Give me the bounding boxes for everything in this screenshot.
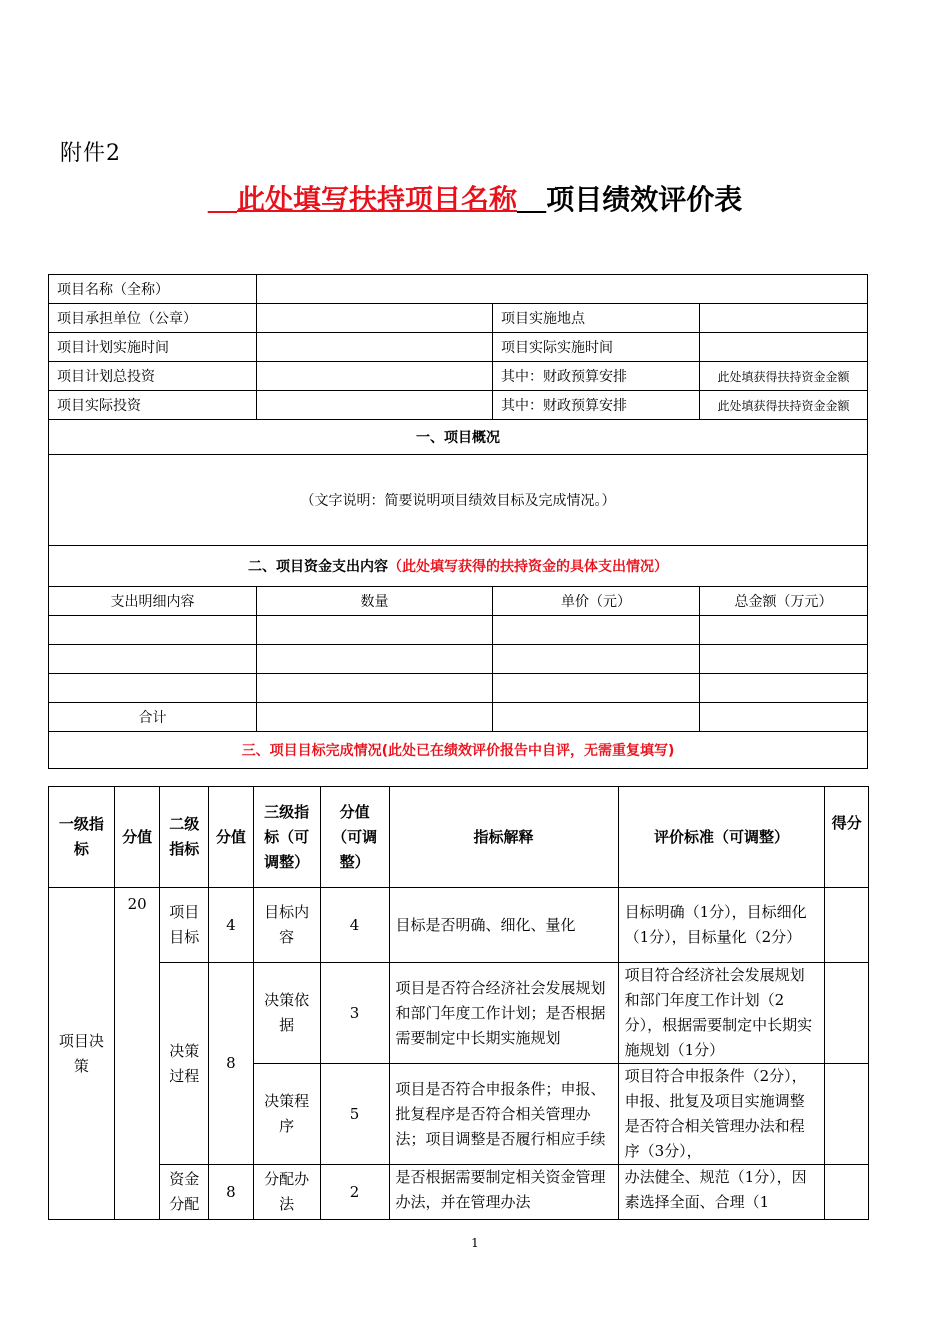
attachment-label: 附件2 bbox=[60, 141, 121, 166]
level3-name: 决策程序 bbox=[253, 1064, 320, 1165]
section2-title-main: 二、项目资金支出内容 bbox=[248, 559, 389, 575]
undertaker-value[interactable] bbox=[257, 304, 493, 333]
plan-time-label: 项目计划实施时间 bbox=[49, 333, 257, 362]
expense-header-total: 总金额（万元） bbox=[700, 587, 868, 616]
level1-score: 20 bbox=[114, 888, 160, 1220]
actual-time-value[interactable] bbox=[700, 333, 868, 362]
page-number: 1 bbox=[471, 1236, 479, 1250]
project-name-label: 项目名称（全称） bbox=[49, 275, 257, 304]
fiscal-label-1: 其中：财政预算安排 bbox=[493, 362, 700, 391]
level3-score: 4 bbox=[320, 888, 389, 963]
section3-title: 三、项目目标完成情况(此处已在绩效评价报告中自评，无需重复填写) bbox=[49, 732, 868, 769]
expense-total-cell[interactable] bbox=[257, 703, 493, 732]
expense-header-price: 单价（元） bbox=[493, 587, 700, 616]
score-cell[interactable] bbox=[825, 963, 869, 1064]
level3-score: 3 bbox=[320, 963, 389, 1064]
expense-total-cell[interactable] bbox=[493, 703, 700, 732]
header-level1: 一级指标 bbox=[49, 787, 115, 888]
location-value[interactable] bbox=[700, 304, 868, 333]
level1-name: 项目决策 bbox=[49, 888, 115, 1220]
header-score2: 分值 bbox=[209, 787, 254, 888]
expense-cell[interactable] bbox=[700, 674, 868, 703]
indicator-explain: 项目是否符合申报条件；申报、批复程序是否符合相关管理办法；项目调整是否履行相应手续 bbox=[389, 1064, 618, 1165]
title-project-name: 此处填写扶持项目名称 bbox=[236, 183, 517, 216]
evaluation-standard: 项目符合经济社会发展规划和部门年度工作计划（2分），根据需要制定中长期实施规划（1分） bbox=[618, 963, 825, 1064]
level3-name: 目标内容 bbox=[253, 888, 320, 963]
header-level3: 三级指标（可调整） bbox=[253, 787, 320, 888]
level2-score: 4 bbox=[209, 888, 254, 963]
level2-score: 8 bbox=[209, 963, 254, 1165]
expense-cell[interactable] bbox=[700, 645, 868, 674]
section2-title-red: （此处填写获得的扶持资金的具体支出情况） bbox=[388, 559, 669, 575]
level2-name: 资金分配 bbox=[160, 1165, 209, 1220]
expense-cell[interactable] bbox=[257, 674, 493, 703]
expense-cell[interactable] bbox=[49, 674, 257, 703]
indicator-explain: 目标是否明确、细化、量化 bbox=[389, 888, 618, 963]
expense-cell[interactable] bbox=[49, 616, 257, 645]
fund-amount-2[interactable]: 此处填获得扶持资金金额 bbox=[700, 391, 868, 420]
level3-score: 5 bbox=[320, 1064, 389, 1165]
page-title bbox=[0, 178, 950, 218]
actual-time-label: 项目实际实施时间 bbox=[493, 333, 700, 362]
header-score: 分值 bbox=[114, 787, 160, 888]
expense-cell[interactable] bbox=[493, 645, 700, 674]
expense-cell[interactable] bbox=[49, 645, 257, 674]
evaluation-table bbox=[48, 786, 869, 1220]
section1-title: 一、项目概况 bbox=[49, 420, 868, 455]
plan-invest-value[interactable] bbox=[257, 362, 493, 391]
evaluation-standard: 项目符合申报条件（2分），申报、批复及项目实施调整是否符合相关管理办法和程序（3分）， bbox=[618, 1064, 825, 1165]
indicator-explain: 是否根据需要制定相关资金管理办法，并在管理办法 bbox=[389, 1165, 618, 1220]
title-suffix: 项目绩效评价表 bbox=[546, 183, 743, 216]
actual-invest-label: 项目实际投资 bbox=[49, 391, 257, 420]
expense-cell[interactable] bbox=[493, 616, 700, 645]
level3-name: 决策依据 bbox=[253, 963, 320, 1064]
header-level2: 二级指标 bbox=[160, 787, 209, 888]
section1-note[interactable]: （文字说明：简要说明项目绩效目标及完成情况。） bbox=[49, 455, 868, 546]
score-cell[interactable] bbox=[825, 1165, 869, 1220]
header-score3: 分值（可调整） bbox=[320, 787, 389, 888]
title-underline-pad-right bbox=[517, 183, 546, 216]
expense-total-cell[interactable] bbox=[700, 703, 868, 732]
header-result: 得分 bbox=[825, 787, 869, 888]
expense-header-detail: 支出明细内容 bbox=[49, 587, 257, 616]
plan-invest-label: 项目计划总投资 bbox=[49, 362, 257, 391]
expense-cell[interactable] bbox=[700, 616, 868, 645]
title-underline-pad-left bbox=[208, 183, 237, 216]
location-label: 项目实施地点 bbox=[493, 304, 700, 333]
expense-total-label: 合计 bbox=[49, 703, 257, 732]
section2-title bbox=[49, 546, 868, 587]
score-cell[interactable] bbox=[825, 888, 869, 963]
expense-cell[interactable] bbox=[257, 645, 493, 674]
evaluation-standard: 目标明确（1分），目标细化（1分），目标量化（2分） bbox=[618, 888, 825, 963]
indicator-explain: 项目是否符合经济社会发展规划和部门年度工作计划；是否根据需要制定中长期实施规划 bbox=[389, 963, 618, 1064]
score-cell[interactable] bbox=[825, 1064, 869, 1165]
actual-invest-value[interactable] bbox=[257, 391, 493, 420]
level3-name: 分配办法 bbox=[253, 1165, 320, 1220]
fiscal-label-2: 其中：财政预算安排 bbox=[493, 391, 700, 420]
level2-name: 项目目标 bbox=[160, 888, 209, 963]
level3-score: 2 bbox=[320, 1165, 389, 1220]
expense-header-quantity: 数量 bbox=[257, 587, 493, 616]
header-explain: 指标解释 bbox=[389, 787, 618, 888]
level2-score: 8 bbox=[209, 1165, 254, 1220]
project-info-table bbox=[48, 274, 868, 769]
undertaker-label: 项目承担单位（公章） bbox=[49, 304, 257, 333]
project-name-value[interactable] bbox=[257, 275, 868, 304]
plan-time-value[interactable] bbox=[257, 333, 493, 362]
header-standard: 评价标准（可调整） bbox=[618, 787, 825, 888]
expense-cell[interactable] bbox=[257, 616, 493, 645]
expense-cell[interactable] bbox=[493, 674, 700, 703]
level2-name: 决策过程 bbox=[160, 963, 209, 1165]
fund-amount-1[interactable]: 此处填获得扶持资金金额 bbox=[700, 362, 868, 391]
evaluation-standard: 办法健全、规范（1分），因素选择全面、合理（1 bbox=[618, 1165, 825, 1220]
